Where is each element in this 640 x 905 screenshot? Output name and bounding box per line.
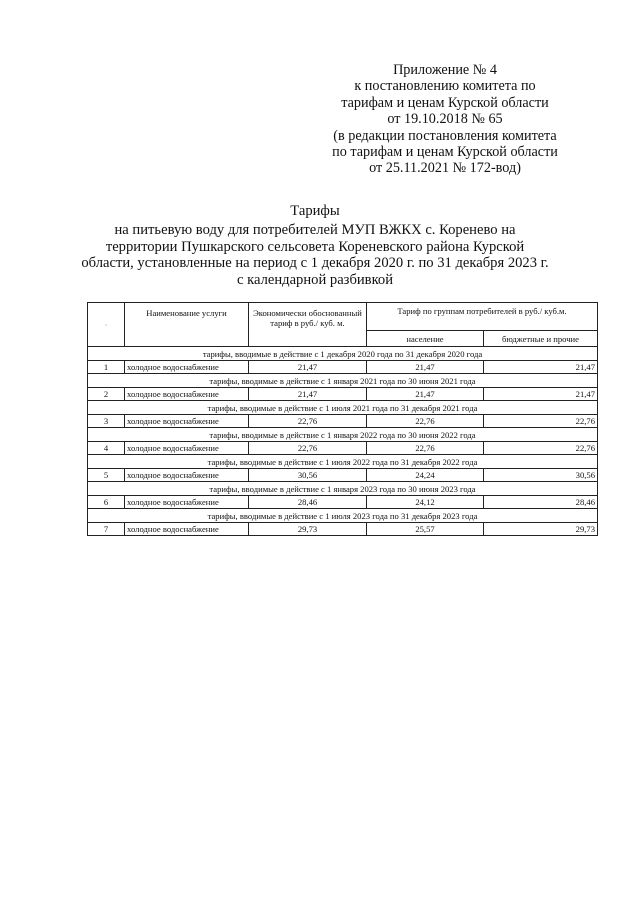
service-name: холодное водоснабжение: [125, 388, 249, 401]
service-name: холодное водоснабжение: [125, 442, 249, 455]
economic-tariff-value: 21,47: [249, 388, 367, 401]
row-number: 5: [88, 469, 125, 482]
budget-tariff-value: 30,56: [484, 469, 598, 482]
period-row: [88, 428, 598, 442]
period-row: [88, 455, 598, 469]
service-name: холодное водоснабжение: [125, 496, 249, 509]
population-tariff-value: 22,76: [367, 442, 484, 455]
period-row: [88, 374, 598, 388]
tariff-body: [88, 347, 598, 536]
population-tariff-value: 21,47: [367, 361, 484, 374]
appendix-line: Приложение № 4: [393, 62, 497, 78]
header-service-name: Наименование услуги: [125, 303, 249, 347]
economic-tariff-value: 22,76: [249, 442, 367, 455]
period-row: [88, 347, 598, 361]
header-budget: бюджетные и прочие: [484, 331, 598, 347]
row-number: 2: [88, 388, 125, 401]
population-tariff-value: 22,76: [367, 415, 484, 428]
appendix-line: от 25.11.2021 № 172-вод): [369, 160, 521, 177]
period-row: [88, 509, 598, 523]
row-number: 4: [88, 442, 125, 455]
budget-tariff-value: 29,73: [484, 523, 598, 536]
population-tariff-value: 24,12: [367, 496, 484, 509]
title-heading: Тарифы: [290, 203, 340, 219]
period-label: тарифы, вводимые в действие с 1 декабря 2020 года по 31 декабря 2020 года: [88, 347, 598, 361]
header-population: население: [367, 331, 484, 347]
table-row: [88, 361, 598, 374]
population-tariff-value: 25,57: [367, 523, 484, 536]
period-row: [88, 482, 598, 496]
economic-tariff-value: 22,76: [249, 415, 367, 428]
row-number: 3: [88, 415, 125, 428]
budget-tariff-value: 22,76: [484, 415, 598, 428]
budget-tariff-value: 21,47: [484, 388, 598, 401]
appendix-line: от 19.10.2018 № 65: [387, 111, 503, 128]
period-label: тарифы, вводимые в действие с 1 января 2023 года по 30 июня 2023 года: [88, 482, 598, 496]
tariff-table: [87, 302, 598, 536]
title-line: области, установленные на период с 1 декабря 2020 г. по 31 декабря 2023 г.: [81, 255, 549, 272]
service-name: холодное водоснабжение: [125, 415, 249, 428]
appendix-line: к постановлению комитета по: [354, 78, 536, 95]
service-name: холодное водоснабжение: [125, 469, 249, 482]
row-number: 1: [88, 361, 125, 374]
economic-tariff-value: 29,73: [249, 523, 367, 536]
table-header-row: [88, 303, 598, 331]
economic-tariff-value: 21,47: [249, 361, 367, 374]
header-number-cell: ·: [88, 303, 125, 347]
period-row: [88, 401, 598, 415]
budget-tariff-value: 21,47: [484, 361, 598, 374]
title-line: территории Пушкарского сельсовета Кореневского района Курской: [105, 238, 525, 255]
period-label: тарифы, вводимые в действие с 1 июля 2022 года по 31 декабря 2022 года: [88, 455, 598, 469]
title-line: на питьевую воду для потребителей МУП ВЖКХ с. Коренево на: [114, 221, 516, 238]
period-label: тарифы, вводимые в действие с 1 июля 2023 года по 31 декабря 2023 года: [88, 509, 598, 523]
table-row: [88, 388, 598, 401]
service-name: холодное водоснабжение: [125, 361, 249, 374]
appendix-line: тарифам и ценам Курской области: [341, 94, 549, 111]
economic-tariff-value: 28,46: [249, 496, 367, 509]
population-tariff-value: 24,24: [367, 469, 484, 482]
appendix-line: (в редакции постановления комитета: [333, 127, 557, 144]
row-number: 7: [88, 523, 125, 536]
budget-tariff-value: 22,76: [484, 442, 598, 455]
row-number: 6: [88, 496, 125, 509]
budget-tariff-value: 28,46: [484, 496, 598, 509]
service-name: холодное водоснабжение: [125, 523, 249, 536]
table-row: [88, 415, 598, 428]
header-consumer-groups: Тариф по группам потребителей в руб./ куб.м.: [367, 303, 598, 331]
period-label: тарифы, вводимые в действие с 1 января 2022 года по 30 июня 2022 года: [88, 428, 598, 442]
header-economic-tariff: Экономически обоснованный тариф в руб./ куб. м.: [249, 303, 367, 347]
table-row: [88, 469, 598, 482]
document-title: [80, 203, 550, 289]
period-label: тарифы, вводимые в действие с 1 июля 2021 года по 31 декабря 2021 года: [88, 401, 598, 415]
appendix-line: по тарифам и ценам Курской области: [332, 144, 558, 161]
table-row: [88, 496, 598, 509]
table-row: [88, 523, 598, 536]
title-line: с календарной разбивкой: [236, 272, 394, 289]
period-label: тарифы, вводимые в действие с 1 января 2021 года по 30 июня 2021 года: [88, 374, 598, 388]
appendix-block: [300, 62, 590, 177]
population-tariff-value: 21,47: [367, 388, 484, 401]
table-row: [88, 442, 598, 455]
economic-tariff-value: 30,56: [249, 469, 367, 482]
